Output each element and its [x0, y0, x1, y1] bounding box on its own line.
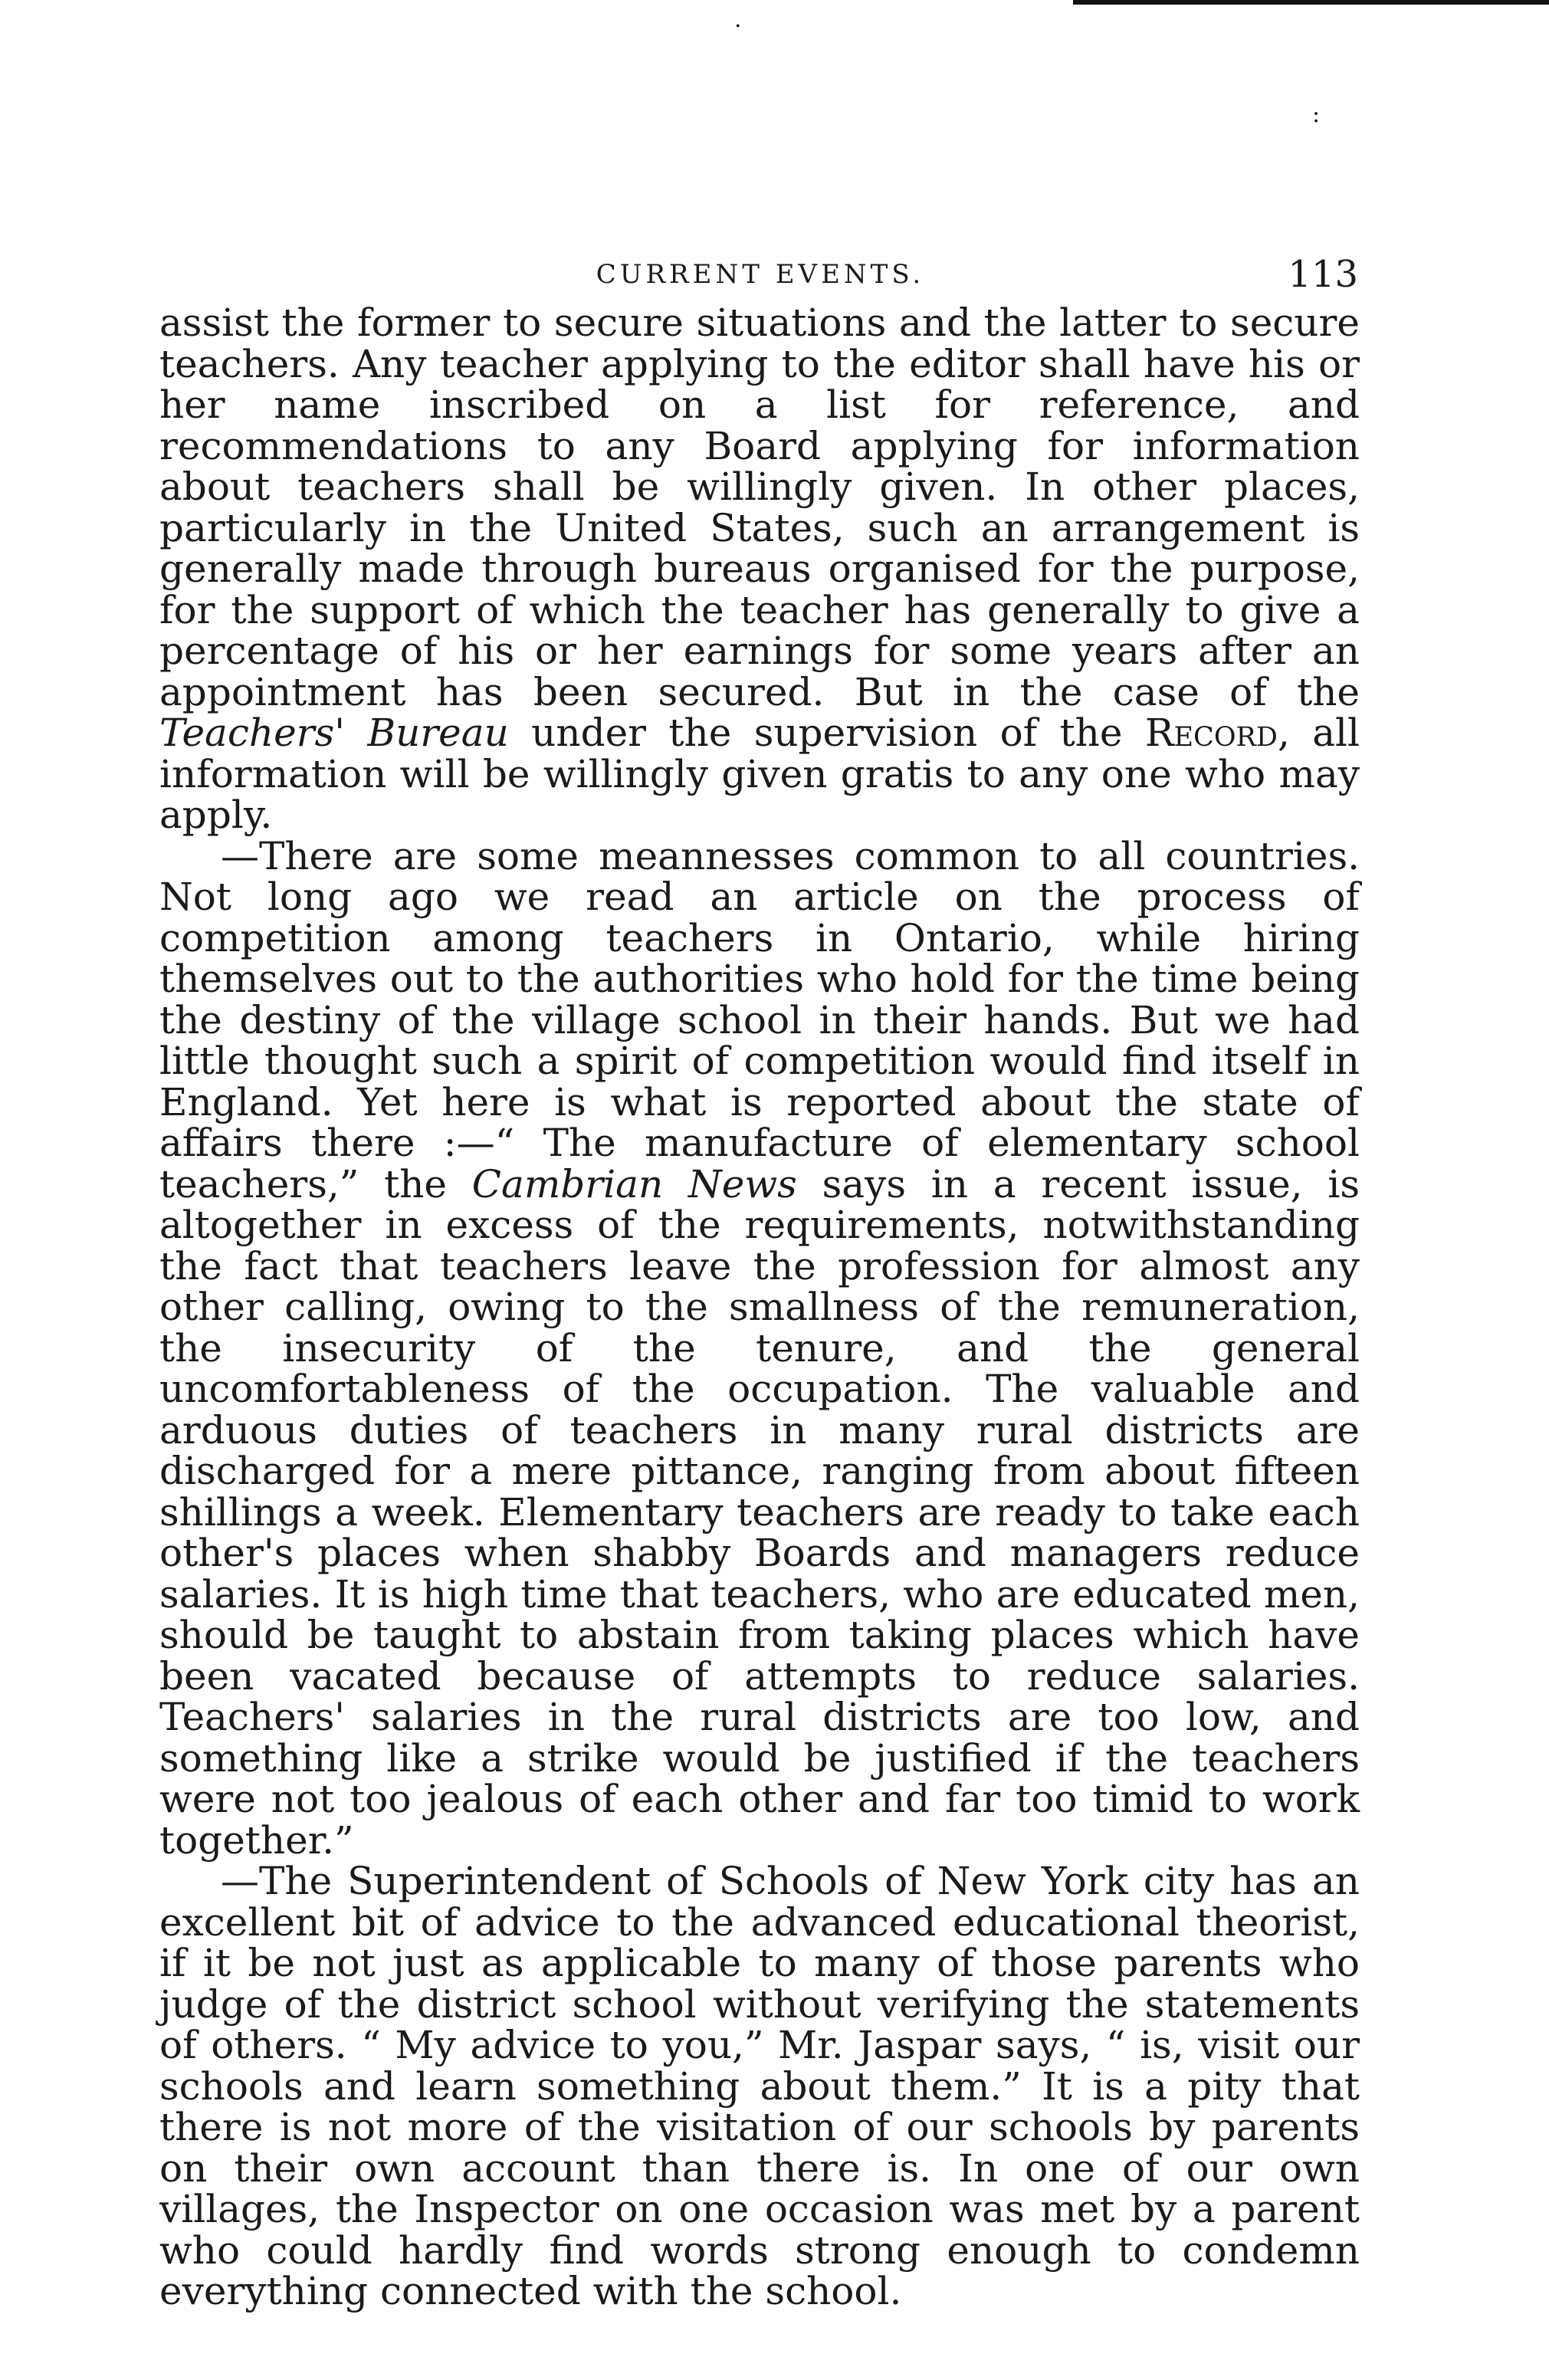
- top-edge-mark: [1073, 0, 1549, 5]
- print-speck: :: [1312, 101, 1321, 128]
- paragraph-competition-among-teachers: —There are some meannesses common to all countries. Not long ago we read an article on the process of competition among teachers in Ontario, while hiring themselves out to the authorities who hold for the time being the destiny of the village school in their hands. But we had little thought such a spirit of competition would find itself in England. Yet here is what is reported about the state of affairs there :—“ The manufacture of elementary school teachers,” the Cambrian News says in a recent issue, is altogether in excess of the requirements, notwithstanding the fact that teachers leave the profession for almost any other calling, owing to the smallness of the remuneration, the insecurity of the tenure, and the general uncomfortableness of the occupation. The valuable and arduous duties of teachers in many rural districts are discharged for a mere pittance, ranging from about fifteen shillings a week. Elementary teachers are ready to take each other's places when shabby Boards and managers reduce salaries. It is high time that teachers, who are educated men, should be taught to abstain from taking places which have been vacated because of attempts to reduce salaries. Teachers' salaries in the rural districts are too low, and something like a strike would be justified if the teachers were not too jealous of each other and far too timid to work together.”: [159, 833, 1360, 1863]
- italic-title-teachers-bureau: Teachers' Bureau: [159, 711, 509, 755]
- page-number: 113: [1288, 253, 1358, 296]
- running-title: CURRENT EVENTS.: [596, 259, 925, 290]
- italic-title-cambrian-news: Cambrian News: [471, 1161, 797, 1206]
- print-speck: ·: [734, 13, 742, 40]
- smallcaps-record: Record: [1144, 711, 1278, 755]
- paragraph-new-york-superintendent: —The Superintendent of Schools of New York city has an excellent bit of advice to the advanced educational theorist, if it be not just as applicable to many of those parents who judge of the district school without verifying the statements of others. “ My advice to you,” Mr. Jaspar says, “ is, visit our schools and learn something about them.” It is a pity that there is not more of the visitation of our schools by parents on their own account than there is. In one of our own villages, the Inspector on one occasion was met by a parent who could hardly find words strong enough to condemn everything connected with the school.: [159, 1859, 1360, 2313]
- article-body: [159, 300, 1360, 2313]
- paragraph-teachers-bureau: assist the former to secure situations and the latter to secure teachers. Any teacher applying to the editor shall have his or her name inscribed on a list for reference, and recommendations to any Board applying for information about teachers shall be willingly given. In other places, particularly in the United States, such an arrangement is generally made through bureaus organised for the purpose, for the support of which the teacher has generally to give a percentage of his or her earnings for some years after an appointment has been secured. But in the case of the Teachers' Bureau under the supervision of the Record, all information will be willingly given gratis to any one who may apply.: [159, 300, 1360, 837]
- page-header: [162, 253, 1358, 299]
